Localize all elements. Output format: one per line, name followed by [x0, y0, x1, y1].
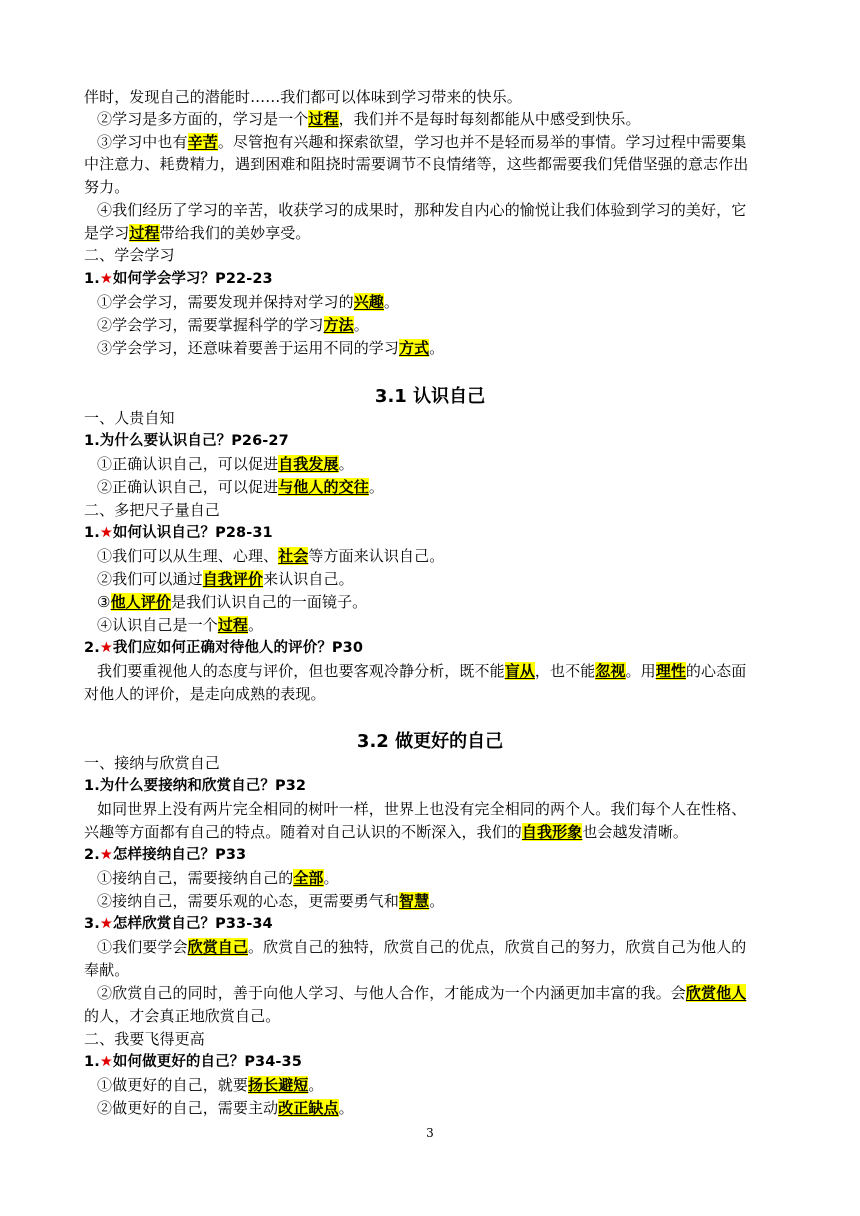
question	[84, 1051, 784, 1073]
question-number: 1.	[84, 525, 100, 541]
text: ，我们并不是每时每刻都能从中感受到快乐。	[338, 110, 641, 128]
keyword-highlight: 他人评价	[110, 593, 171, 611]
question-number: 1.	[84, 271, 100, 287]
para-line: 努力。	[84, 178, 130, 196]
keyword-highlight: 社会	[278, 547, 309, 565]
keyword-highlight: 自我发展	[278, 455, 339, 473]
text: 。	[308, 1076, 324, 1094]
answer-line	[97, 1074, 797, 1096]
text: 。	[353, 316, 369, 334]
text: 带给我们的美妙享受。	[159, 224, 311, 242]
text: ②我们可以通过	[97, 570, 203, 588]
keyword-highlight: 自我评价	[202, 570, 264, 588]
text: ②接纳自己，需要乐观的心态，更需要勇气和	[97, 892, 400, 910]
text: ②学会学习，需要掌握科学的学习	[97, 316, 324, 334]
keyword-highlight: 理性	[655, 662, 686, 680]
text: ①学会学习，需要发现并保持对学习的	[97, 293, 354, 311]
text: ③学习中也有	[97, 133, 188, 151]
answer-line	[97, 890, 797, 912]
answer-line	[97, 614, 797, 636]
star-icon: ★	[99, 640, 113, 656]
answer-line	[97, 314, 797, 336]
para-line: 中注意力、耗费精力，遇到困难和阻挠时需要调节不良情绪等，这些都需要我们凭借坚强的意志作出	[84, 155, 749, 173]
text: ②欣赏自己的同时，善于向他人学习、与他人合作，才能成为一个内涵更加丰富的我。会	[97, 984, 686, 1002]
answer-line	[97, 982, 797, 1004]
text: ②学习是多方面的，学习是一个	[97, 110, 309, 128]
text: 兴趣等方面都有自己的特点。随着对自己认识的不断深入，我们的	[84, 823, 522, 841]
text: ①我们可以从生理、心理、	[97, 547, 279, 565]
text: ①做更好的自己，就要	[97, 1076, 249, 1094]
text: ②做更好的自己，需要主动	[97, 1099, 279, 1117]
text: ②正确认识自己，可以促进	[97, 478, 279, 496]
text: ①我们要学会	[97, 938, 188, 956]
text: 。尽管抱有兴趣和探索欲望，学习也并不是轻而易举的事情。学习过程中需要集	[217, 133, 747, 151]
keyword-highlight: 方式	[399, 339, 430, 357]
answer-line	[97, 936, 797, 958]
question-text: 怎样欣赏自己？P33-34	[112, 916, 273, 932]
text: ①正确认识自己，可以促进	[97, 455, 279, 473]
answer-line	[97, 545, 797, 567]
keyword-highlight: 盲从	[504, 662, 535, 680]
answer-line	[97, 476, 797, 498]
question	[84, 268, 784, 290]
text: 。	[429, 339, 445, 357]
question-text: 如何认识自己？P28-31	[112, 525, 273, 541]
text: 。	[383, 293, 400, 311]
answer-line	[84, 821, 784, 843]
keyword-highlight: 忽视	[595, 662, 626, 680]
text: 。	[323, 869, 339, 887]
question	[84, 522, 784, 544]
text: 来认识自己。	[263, 570, 354, 588]
answer-line: 奉献。	[84, 961, 130, 979]
keyword-highlight: 与他人的交往	[278, 478, 369, 496]
keyword-highlight: 兴趣	[353, 293, 384, 311]
answer-line	[97, 591, 797, 613]
answer-line	[97, 291, 797, 313]
text: ③学会学习，还意味着要善于运用不同的学习	[97, 339, 400, 357]
chapter-title: 3.2 做更好的自己	[356, 731, 504, 752]
answer-line	[97, 867, 797, 889]
star-icon: ★	[99, 271, 113, 287]
keyword-highlight: 过程	[217, 616, 249, 634]
answer-line: 对他人的评价，是走向成熟的表现。	[84, 685, 326, 703]
keyword-highlight: 欣赏他人	[685, 984, 747, 1002]
star-icon: ★	[99, 525, 113, 541]
question-text: 如何学会学习？P22-23	[112, 271, 273, 287]
text: 是我们认识自己的一面镜子。	[170, 593, 368, 611]
star-icon: ★	[99, 916, 113, 932]
question-number: 2.	[84, 847, 100, 863]
keyword-highlight: 改正缺点	[278, 1099, 339, 1117]
section-heading: 二、多把尺子量自己	[84, 501, 220, 519]
answer-line	[97, 660, 797, 682]
page-number: 3	[426, 1126, 434, 1140]
para-line	[97, 131, 797, 153]
answer-line: 的人，才会真正地欣赏自己。	[84, 1007, 281, 1025]
answer-line	[97, 568, 797, 590]
question	[84, 637, 784, 659]
para-line: ④我们经历了学习的辛苦，收获学习的成果时，那种发自内心的愉悦让我们体验到学习的美好，它	[97, 201, 747, 219]
text: 。	[248, 616, 264, 634]
text: ①接纳自己，需要接纳自己的	[97, 869, 294, 887]
text: 我们要重视他人的态度与评价，但也要客观冷静分析，既不能	[97, 662, 505, 680]
keyword-highlight: 欣赏自己	[187, 938, 249, 956]
section-heading: 一、接纳与欣赏自己	[84, 754, 220, 772]
question-text: 怎样接纳自己？P33	[112, 847, 247, 863]
section-heading: 二、学会学习	[84, 246, 175, 264]
text: 也会越发清晰。	[582, 823, 689, 841]
chapter-title: 3.1 认识自己	[374, 386, 486, 407]
keyword-highlight: 自我形象	[521, 823, 583, 841]
question-number: 2.	[84, 640, 100, 656]
keyword-highlight: 扬长避短	[248, 1076, 309, 1094]
question-text: 我们应如何正确对待他人的评价？P30	[112, 640, 364, 656]
answer-line	[97, 337, 797, 359]
answer-line: 如同世界上没有两片完全相同的树叶一样，世界上也没有完全相同的两个人。我们每个人在性格、	[97, 800, 747, 818]
text: ④认识自己是一个	[97, 616, 218, 634]
text: ③	[97, 593, 111, 611]
para-line	[97, 108, 797, 130]
section-heading: 二、我要飞得更高	[84, 1030, 205, 1048]
question-number: 3.	[84, 916, 100, 932]
keyword-highlight: 全部	[293, 869, 324, 887]
text: 。	[338, 455, 354, 473]
keyword-highlight: 辛苦	[187, 133, 218, 151]
text: 等方面来认识自己。	[308, 547, 445, 565]
question-text: 如何做更好的自己？P34-35	[112, 1054, 302, 1070]
question	[84, 844, 784, 866]
keyword-highlight: 过程	[308, 110, 339, 128]
question: 1.为什么要接纳和欣赏自己？P32	[84, 778, 307, 794]
text: 是学习	[84, 224, 130, 242]
answer-line	[97, 453, 797, 475]
para-line: 伴时，发现自己的潜能时……我们都可以体味到学习带来的快乐。	[84, 88, 522, 106]
question-number: 1.	[84, 1054, 100, 1070]
text: 。	[368, 478, 384, 496]
keyword-highlight: 方法	[323, 316, 354, 334]
keyword-highlight: 智慧	[399, 892, 430, 910]
section-heading: 一、人贵自知	[84, 409, 175, 427]
text: 。用	[625, 662, 656, 680]
para-line	[84, 222, 784, 244]
star-icon: ★	[99, 1054, 113, 1070]
text: 。欣赏自己的独特，欣赏自己的优点，欣赏自己的努力，欣赏自己为他人的	[248, 938, 747, 956]
question	[84, 913, 784, 935]
answer-line	[97, 1097, 797, 1119]
keyword-highlight: 过程	[129, 224, 160, 242]
text: ，也不能	[534, 662, 596, 680]
question: 1.为什么要认识自己？P26-27	[84, 433, 289, 449]
text: 的心态面	[685, 662, 747, 680]
text: 。	[429, 892, 445, 910]
text: 。	[338, 1099, 354, 1117]
star-icon: ★	[99, 847, 113, 863]
